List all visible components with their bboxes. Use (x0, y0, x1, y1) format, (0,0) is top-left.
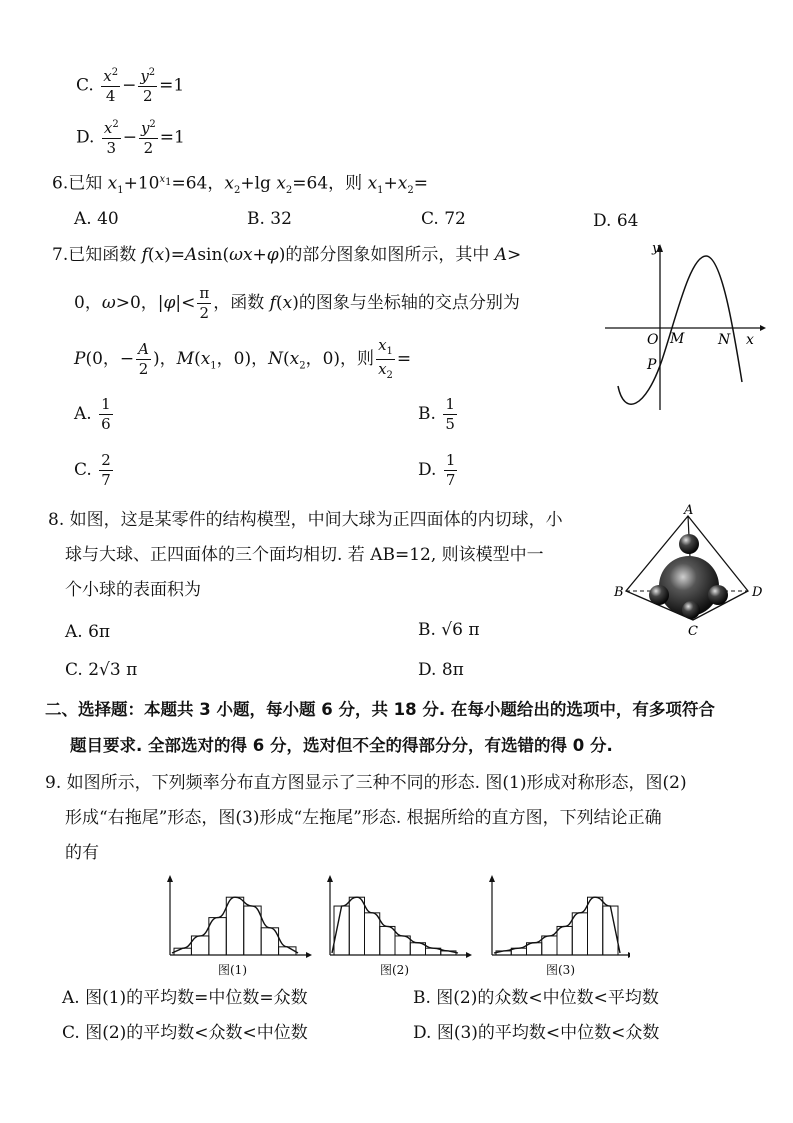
q8-option-c: C. 2√3 π (65, 660, 138, 680)
vertex-d-label: D (752, 585, 763, 600)
q9-stem-line3: 的有 (65, 843, 99, 863)
small-ball-top (679, 534, 699, 554)
q9-option-a: A. 图(1)的平均数=中位数=众数 (62, 988, 308, 1008)
q8-stem-line1: 8. 如图，这是某零件的结构模型，中间大球为正四面体的内切球，小 (48, 510, 563, 530)
vertex-b-label: B (614, 585, 624, 600)
histogram-bar (380, 926, 395, 955)
histogram-x-arrow (306, 952, 312, 958)
histogram-bar (244, 906, 261, 955)
q5-option-d: D. $\frac{x^2}{3}$ − $\frac{y^2}{2}$ =1 (76, 119, 185, 157)
histogram-x-arrow (466, 952, 472, 958)
x-axis-arrow (760, 325, 766, 331)
q9-stem-line2: 形成“右拖尾”形态，图(3)形成“左拖尾”形态. 根据所给的直方图，下列结论正确 (65, 808, 662, 828)
q9-option-b: B. 图(2)的众数<中位数<平均数 (413, 988, 659, 1008)
q5-option-c: C. $\frac{x^2}{4}$ − $\frac{y^2}{2}$ =1 (76, 67, 185, 105)
q8-stem-line3: 个小球的表面积为 (65, 580, 201, 600)
q9-caption-1: 图(1) (218, 963, 247, 977)
q6-option-a: A. 40 (74, 209, 119, 229)
vertex-a-label: A (684, 503, 694, 518)
histogram-bar (572, 913, 587, 955)
q7-option-b: B. $\frac{1}{5}$ (418, 395, 455, 433)
x-label: x (746, 332, 754, 348)
q7-option-c: C. $\frac{2}{7}$ (74, 451, 111, 489)
histogram-bar (365, 913, 380, 955)
origin-label: O (647, 332, 659, 348)
histogram-bar (557, 926, 572, 955)
histogram-bar (226, 897, 243, 955)
point-m-label: M (670, 331, 685, 347)
q6-stem: 6.已知 $x_1+10^{x_1}=64$，$x_2+\lg$ $x_2=64$，则 $x_1+x_2=$ (52, 173, 429, 197)
point-n-label: N (718, 332, 731, 348)
histogram-y-arrow (489, 875, 495, 882)
small-ball-right (708, 585, 728, 605)
q6-option-b: B. 32 (247, 209, 292, 229)
q9-option-d: D. 图(3)的平均数<中位数<众数 (413, 1023, 660, 1043)
histogram-x-arrow (628, 952, 630, 958)
section2-line2: 题目要求. 全部选对的得 6 分，选对但不全的得部分分，有选错的得 0 分. (70, 736, 613, 755)
q6-option-c: C. 72 (421, 209, 466, 229)
histogram-bar (395, 936, 410, 955)
section2-line1: 二、选择题：本题共 3 小题，每小题 6 分，共 18 分. 在每小题给出的选项中，有多项符合 (45, 700, 715, 719)
q7-stem-line2: 0，ω>0，|φ|< $\frac{\pi}{2}$ ，函数 f(x)的图象与坐标轴的交点分别为 (74, 284, 520, 322)
q8-option-a: A. 6π (65, 622, 111, 642)
y-label: y (652, 241, 660, 256)
histogram-y-arrow (167, 875, 173, 882)
q8-option-d: D. 8π (418, 660, 464, 680)
q7-sine-figure (600, 238, 770, 418)
q7-stem-line3: P(0，− $\frac{A}{2}$ )，$M(x_1$，0)，$N(x_2$，0)，则 $\frac{x_1}{x_2}$ = (74, 336, 412, 381)
small-ball-bottom (682, 601, 700, 619)
vertex-c-label: C (688, 624, 698, 639)
q7-option-a: A. $\frac{1}{6}$ (74, 395, 111, 433)
q6-option-d: D. 64 (593, 211, 639, 231)
point-p-label: P (647, 357, 657, 373)
q7-stem-line1: 7.已知函数 f(x)=Asin(ωx+φ)的部分图象如图所示，其中 A> (52, 245, 522, 265)
histogram-y-arrow (327, 875, 333, 882)
q9-caption-3: 图(3) (546, 963, 575, 977)
small-ball-left (649, 585, 669, 605)
histogram-bar (588, 897, 603, 955)
q9-caption-2: 图(2) (380, 963, 409, 977)
q8-tetrahedron-figure (612, 502, 772, 642)
q8-stem-line2: 球与大球、正四面体的三个面均相切. 若 AB=12, 则该模型中一 (65, 545, 544, 565)
q9-option-c: C. 图(2)的平均数<众数<中位数 (62, 1023, 308, 1043)
histogram-bar (542, 936, 557, 955)
q8-option-b: B. √6 π (418, 620, 480, 640)
density-curve (172, 897, 298, 953)
q9-stem-line1: 9. 如图所示，下列频率分布直方图显示了三种不同的形态. 图(1)形成对称形态，图(2) (45, 773, 687, 793)
histogram-bar (349, 897, 364, 955)
q7-option-d: D. $\frac{1}{7}$ (418, 451, 456, 489)
